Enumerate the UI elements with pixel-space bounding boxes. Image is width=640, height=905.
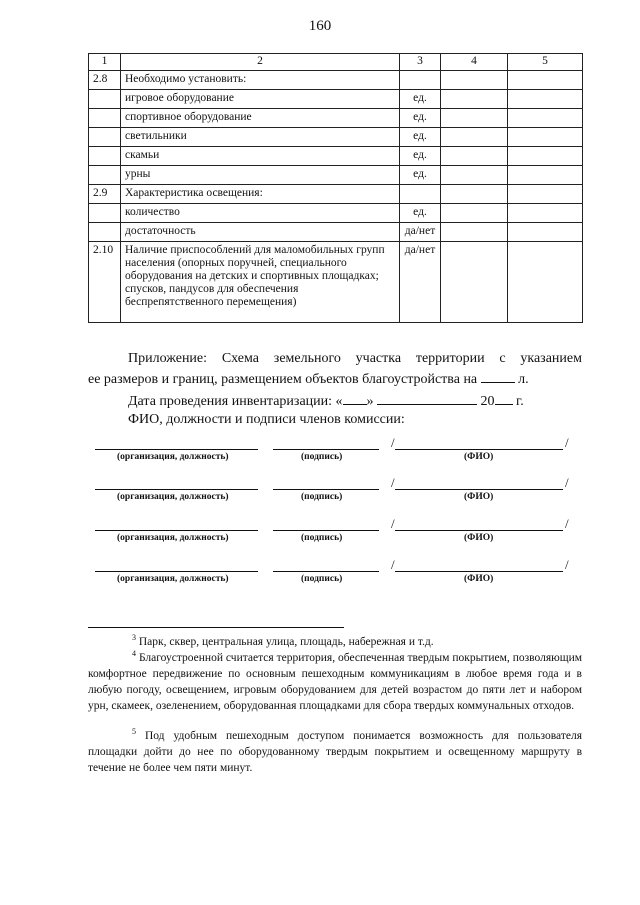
row-cell-4 — [441, 185, 508, 204]
row-number — [89, 166, 121, 185]
row-number — [89, 204, 121, 223]
fio-caption: (ФИО) — [464, 533, 494, 543]
appendix-blank[interactable] — [481, 368, 515, 383]
footnote-text: Благоустроенной считается территория, обеспеченная твердым покрытием, позволяющим комфортное передвижение по основным пешеходным коммуникациям в любое время года и в любую погоду, освещением, игровым оборудованием для детей возрастом до пяти лет и набором урн, скамеек, озеленением, оборудованная площадками для сбора твердых коммунальных отходов. — [88, 651, 583, 712]
table-row — [89, 166, 583, 185]
row-unit: ед. — [400, 109, 441, 128]
table-row — [89, 185, 583, 204]
footnote-mark: 5 — [132, 727, 136, 736]
org-caption: (организация, должность) — [117, 574, 229, 584]
slash: / — [565, 435, 569, 450]
table-row — [89, 128, 583, 147]
table-header-cell: 1 — [89, 54, 121, 71]
inventory-date-line — [88, 390, 582, 411]
slash: / — [391, 516, 395, 531]
row-cell-5 — [508, 204, 583, 223]
row-number: 2.9 — [89, 185, 121, 204]
date-label: Дата проведения инвентаризации: « — [128, 394, 343, 409]
row-cell-4 — [441, 109, 508, 128]
row-text: достаточность — [121, 223, 400, 242]
row-number — [89, 147, 121, 166]
row-cell-5 — [508, 185, 583, 204]
org-caption: (организация, должность) — [117, 492, 229, 502]
table-header-cell: 4 — [441, 54, 508, 71]
signature-row — [95, 437, 575, 469]
table-row — [89, 223, 583, 242]
table-row — [89, 242, 583, 323]
signature-row — [95, 518, 575, 550]
row-unit: да/нет — [400, 223, 441, 242]
row-text: Наличие приспособлений для маломобильных групп населения (опорных поручней, специального оборудования на детских и спортивных площадках; спусков, пандусов для обеспечения беспрепятственного перемещения) — [121, 242, 400, 323]
row-cell-4 — [441, 90, 508, 109]
org-line[interactable] — [95, 530, 258, 531]
row-cell-4 — [441, 242, 508, 323]
month-blank[interactable] — [377, 390, 477, 405]
row-unit — [400, 71, 441, 90]
appendix-line-1: Приложение: Схема земельного участка территории с указанием — [128, 351, 582, 366]
day-blank[interactable] — [343, 390, 367, 405]
row-number — [89, 109, 121, 128]
row-cell-4 — [441, 147, 508, 166]
table-row — [89, 71, 583, 90]
footnote-mark: 3 — [132, 633, 136, 642]
row-unit: ед. — [400, 90, 441, 109]
row-unit: ед. — [400, 128, 441, 147]
table-row — [89, 204, 583, 223]
org-line[interactable] — [95, 571, 258, 572]
org-caption: (организация, должность) — [117, 533, 229, 543]
row-number: 2.10 — [89, 242, 121, 323]
slash: / — [565, 516, 569, 531]
footnote-text: Парк, сквер, центральная улица, площадь, набережная и т.д. — [138, 635, 434, 648]
signature-row — [95, 559, 575, 591]
row-cell-5 — [508, 71, 583, 90]
fio-line[interactable] — [395, 530, 563, 531]
sign-line[interactable] — [273, 530, 379, 531]
row-text: количество — [121, 204, 400, 223]
fio-line[interactable] — [395, 571, 563, 572]
row-unit: ед. — [400, 204, 441, 223]
row-cell-4 — [441, 204, 508, 223]
date-mid: » — [366, 394, 374, 409]
appendix-suffix: л. — [518, 372, 529, 387]
slash: / — [391, 475, 395, 490]
row-text: урны — [121, 166, 400, 185]
row-text: Необходимо установить: — [121, 71, 400, 90]
row-unit: ед. — [400, 166, 441, 185]
fio-caption: (ФИО) — [464, 574, 494, 584]
row-cell-5 — [508, 242, 583, 323]
row-cell-4 — [441, 128, 508, 147]
row-cell-4 — [441, 166, 508, 185]
sign-caption: (подпись) — [301, 492, 343, 502]
slash: / — [391, 435, 395, 450]
table-row — [89, 147, 583, 166]
table-row — [89, 90, 583, 109]
commission-label: ФИО, должности и подписи членов комиссии: — [128, 412, 405, 427]
row-cell-5 — [508, 90, 583, 109]
slash: / — [391, 557, 395, 572]
table-header-row — [89, 54, 583, 71]
row-text: Характеристика освещения: — [121, 185, 400, 204]
row-cell-5 — [508, 147, 583, 166]
footnote-mark: 4 — [132, 649, 136, 658]
fio-caption: (ФИО) — [464, 452, 494, 462]
table-header-cell: 3 — [400, 54, 441, 71]
row-unit: да/нет — [400, 242, 441, 323]
footnote-5 — [88, 724, 582, 776]
fio-caption: (ФИО) — [464, 492, 494, 502]
slash: / — [565, 557, 569, 572]
row-text: скамьи — [121, 147, 400, 166]
footnote-text: Под удобным пешеходным доступом понимается возможность для пользователя площадки дойти до нее по оборудованному твердым покрытием и освещенному маршруту в течение не более чем пяти минут. — [88, 729, 583, 774]
signature-row — [95, 477, 575, 509]
row-cell-5 — [508, 128, 583, 147]
sign-line[interactable] — [273, 449, 379, 450]
row-cell-4 — [441, 223, 508, 242]
year-blank[interactable] — [495, 390, 513, 405]
row-number — [89, 90, 121, 109]
org-line[interactable] — [95, 489, 258, 490]
table-row — [89, 109, 583, 128]
footnote-divider — [88, 627, 344, 628]
sign-caption: (подпись) — [301, 533, 343, 543]
row-cell-4 — [441, 71, 508, 90]
row-text: спортивное оборудование — [121, 109, 400, 128]
appendix-line-2: ее размеров и границ, размещением объектов благоустройства на — [88, 372, 478, 387]
row-number — [89, 223, 121, 242]
table-header-cell: 2 — [121, 54, 400, 71]
row-text: светильники — [121, 128, 400, 147]
fio-line[interactable] — [395, 489, 563, 490]
footnote-4 — [88, 646, 582, 714]
row-text: игровое оборудование — [121, 90, 400, 109]
year-suffix: г. — [516, 394, 524, 409]
org-caption: (организация, должность) — [117, 452, 229, 462]
sign-line[interactable] — [273, 571, 379, 572]
slash: / — [565, 475, 569, 490]
row-unit — [400, 185, 441, 204]
table-header-cell: 5 — [508, 54, 583, 71]
row-unit: ед. — [400, 147, 441, 166]
sign-caption: (подпись) — [301, 574, 343, 584]
appendix-paragraph — [88, 349, 582, 389]
row-cell-5 — [508, 166, 583, 185]
inventory-table — [88, 53, 583, 323]
year-prefix: 20 — [480, 394, 495, 409]
sign-caption: (подпись) — [301, 452, 343, 462]
org-line[interactable] — [95, 449, 258, 450]
row-cell-5 — [508, 223, 583, 242]
row-cell-5 — [508, 109, 583, 128]
row-number: 2.8 — [89, 71, 121, 90]
page-number: 160 — [308, 18, 332, 34]
row-number — [89, 128, 121, 147]
sign-line[interactable] — [273, 489, 379, 490]
fio-line[interactable] — [395, 449, 563, 450]
